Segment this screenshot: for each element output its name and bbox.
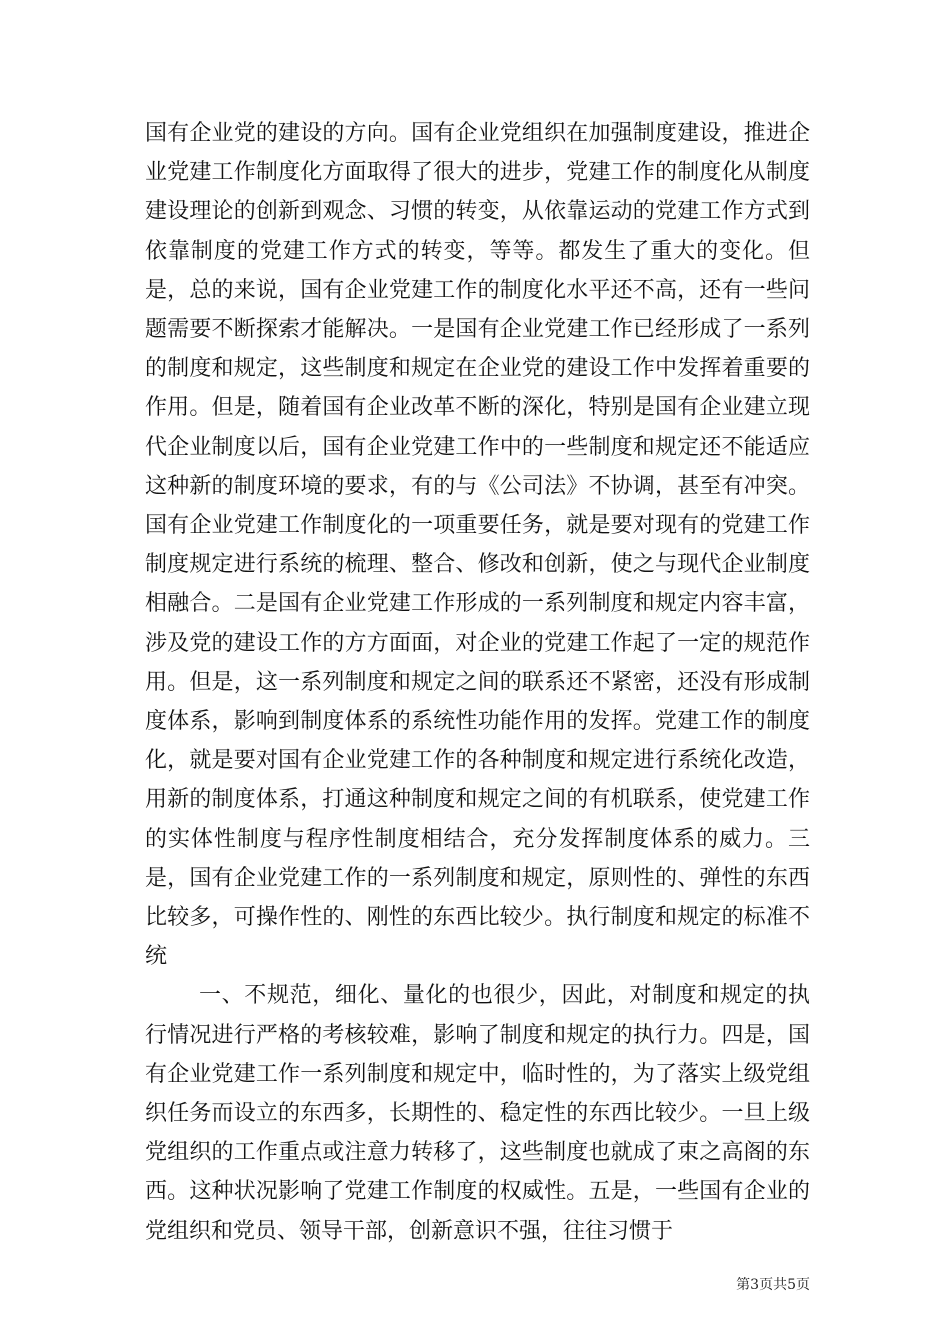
document-body bbox=[145, 114, 810, 1251]
page-number-footer: 第3页共5页 bbox=[736, 1277, 810, 1293]
body-paragraph-1: 国有企业党的建设的方向。国有企业党组织在加强制度建设，推进企业党建工作制度化方面取得了很大的进步，党建工作的制度化从制度建设理论的创新到观念、习惯的转变，从依靠运动的党建工作方式到依靠制度的党建工作方式的转变，等等。都发生了重大的变化。但是，总的来说，国有企业党建工作的制度化水平还不高，还有一些问题需要不断探索才能解决。一是国有企业党建工作已经形成了一系列的制度和规定，这些制度和规定在企业党的建设工作中发挥着重要的作用。但是，随着国有企业改革不断的深化，特别是国有企业建立现代企业制度以后，国有企业党建工作中的一些制度和规定还不能适应这种新的制度环境的要求，有的与《公司法》不协调，甚至有冲突。国有企业党建工作制度化的一项重要任务，就是要对现有的党建工作制度规定进行系统的梳理、整合、修改和创新，使之与现代企业制度相融合。二是国有企业党建工作形成的一系列制度和规定内容丰富，涉及党的建设工作的方方面面，对企业的党建工作起了一定的规范作用。但是，这一系列制度和规定之间的联系还不紧密，还没有形成制度体系，影响到制度体系的系统性功能作用的发挥。党建工作的制度化，就是要对国有企业党建工作的各种制度和规定进行系统化改造，用新的制度体系，打通这种制度和规定之间的有机联系，使党建工作的实体性制度与程序性制度相结合，充分发挥制度体系的威力。三是，国有企业党建工作的一系列制度和规定，原则性的、弹性的东西比较多，可操作性的、刚性的东西比较少。执行制度和规定的标准不统 bbox=[145, 121, 810, 970]
body-paragraph-2: 一、不规范，细化、量化的也很少，因此，对制度和规定的执行情况进行严格的考核较难，影响了制度和规定的执行力。四是，国有企业党建工作一系列制度和规定中，临时性的，为了落实上级党组织任务而设立的东西多，长期性的、稳定性的东西比较少。一旦上级党组织的工作重点或注意力转移了，这些制度也就成了束之高阁的东西。这种状况影响了党建工作制度的权威性。五是，一些国有企业的党组织和党员、领导干部，创新意识不强，往往习惯于 bbox=[145, 983, 810, 1244]
